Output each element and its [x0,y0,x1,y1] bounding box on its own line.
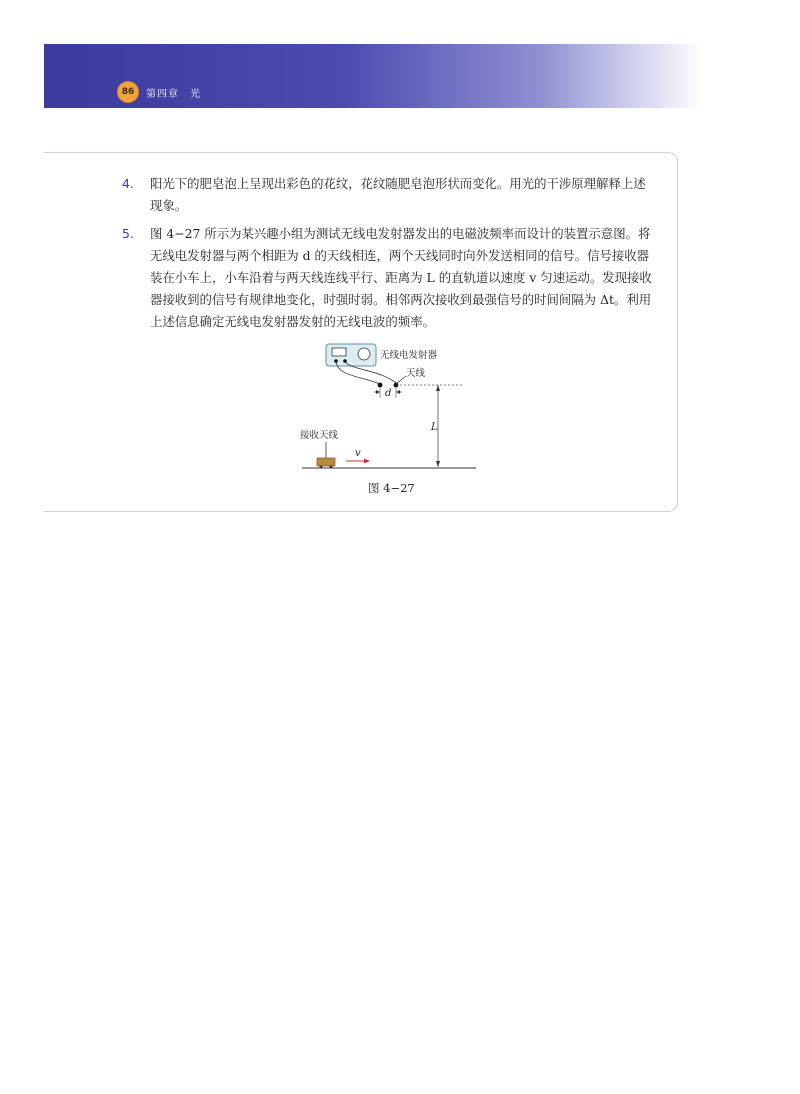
cart-wheel [320,466,323,469]
question-number: 5. [122,226,134,241]
antenna-label: 天线 [406,368,426,379]
header-band [44,44,704,108]
cart-wheel [330,466,333,469]
transmitter-label: 无线电发射器 [380,350,438,361]
question-line: 器接收到的信号有规律地变化，时强时弱。相邻两次接收到最强信号的时间间隔为 Δt。利用 [150,292,652,307]
receiver-label: 接收天线 [300,430,339,441]
question-line: 无线电发射器与两个相距为 d 的天线相连，两个天线同时向外发送相同的信号。信号接收器 [150,248,650,263]
page-number-badge: 86 [118,82,138,102]
transmitter-dial-icon [358,348,370,360]
d-arrowhead [376,390,380,394]
receiver-cart [317,458,335,466]
question-5 [122,223,664,333]
question-line: 现象。 [150,198,188,213]
question-4 [122,173,664,217]
L-label: L [431,422,438,433]
question-number: 4. [122,176,134,191]
L-arrowhead [436,385,440,391]
antenna-dot [378,383,383,388]
d-arrowhead [396,390,400,394]
question-line: 装在小车上，小车沿着与两天线连线平行、距离为 L 的直轨道以速度 v 匀速运动。发现接收 [150,270,652,285]
antenna-pointer [396,376,406,384]
question-line: 阳光下的肥皂泡上呈现出彩色的花纹，花纹随肥皂泡形状而变化。用光的干涉原理解释上述 [150,176,646,191]
transmitter-screen-icon [332,348,346,356]
chapter-title: 第四章 光 [146,89,201,100]
L-arrowhead [436,461,440,467]
question-line: 图 4−27 所示为某兴趣小组为测试无线电发射器发出的电磁波频率而设计的装置示意图。将 [150,226,651,241]
velocity-arrowhead [364,459,370,464]
figure-caption: 图 4−27 [368,481,415,495]
question-line: 上述信息确定无线电发射器发射的无线电波的频率。 [150,314,435,329]
v-label: v [355,448,361,459]
figure-4-27 [300,340,480,480]
d-label: d [385,388,392,399]
